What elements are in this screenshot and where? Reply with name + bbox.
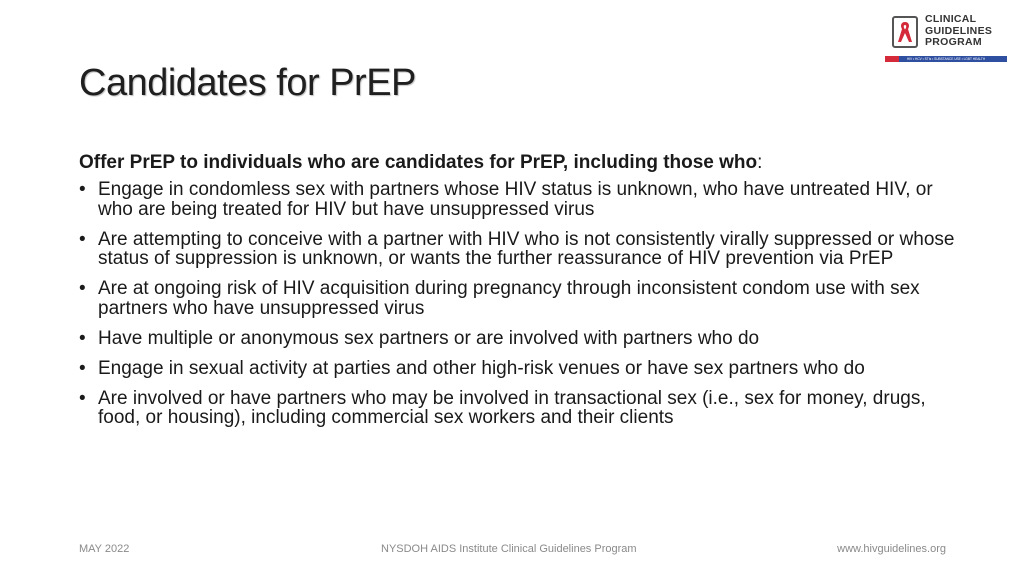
slide-body	[79, 152, 959, 438]
list-item-text: Engage in condomless sex with partners whose HIV status is unknown, who have untreated HIV, or who are being treated for HIV but have unsuppressed virus	[98, 179, 933, 220]
logo-frame	[892, 16, 918, 48]
list-item	[79, 180, 959, 219]
logo-wordmark	[925, 14, 992, 49]
bullet-icon: •	[79, 228, 86, 250]
list-item	[79, 329, 959, 349]
logo-line-2: GUIDELINES	[925, 24, 993, 37]
intro-bold-text: Offer PrEP to individuals who are candidates for PrEP, including those who	[79, 152, 758, 173]
list-item	[79, 279, 959, 318]
candidate-criteria-list	[79, 180, 959, 428]
logo-bar-accent	[885, 56, 899, 62]
list-item	[79, 389, 959, 428]
red-ribbon-icon	[894, 18, 916, 46]
bullet-icon: •	[79, 278, 86, 299]
intro-colon: :	[757, 152, 763, 173]
slide-title: Candidates for PrEP	[79, 62, 416, 104]
intro-line	[79, 152, 959, 174]
bullet-icon: •	[79, 387, 86, 409]
footer-date: MAY 2022	[79, 543, 130, 555]
bullet-icon: •	[79, 327, 86, 349]
list-item-text: Have multiple or anonymous sex partners or are involved with partners who do	[98, 327, 760, 349]
list-item	[79, 359, 959, 379]
list-item	[79, 230, 959, 269]
bullet-icon: •	[79, 179, 86, 200]
list-item-text: Are attempting to conceive with a partner with HIV who is not consistently virally suppressed or whose status of suppression is unknown, or wants the further reassurance of HIV prevention via PrEP	[98, 228, 955, 269]
list-item-text: Are at ongoing risk of HIV acquisition during pregnancy through inconsistent condom use with sex partners who have unsuppressed virus	[98, 278, 920, 319]
footer-program-name: NYSDOH AIDS Institute Clinical Guidelines Program	[381, 543, 637, 555]
logo-line-3: PROGRAM	[925, 36, 982, 48]
footer-website: www.hivguidelines.org	[837, 543, 946, 555]
bullet-icon: •	[79, 357, 86, 379]
logo-line-1: CLINICAL	[925, 13, 977, 25]
list-item-text: Are involved or have partners who may be involved in transactional sex (i.e., sex for money, drugs, food, or housing), including commercial sex workers and their clients	[98, 387, 926, 428]
list-item-text: Engage in sexual activity at parties and other high-risk venues or have sex partners who do	[98, 357, 865, 379]
clinical-guidelines-logo	[885, 12, 1007, 64]
logo-tagline-bar: HIV • HCV • STIs • SUBSTANCE USE • LGBT HEALTH	[885, 56, 1007, 62]
